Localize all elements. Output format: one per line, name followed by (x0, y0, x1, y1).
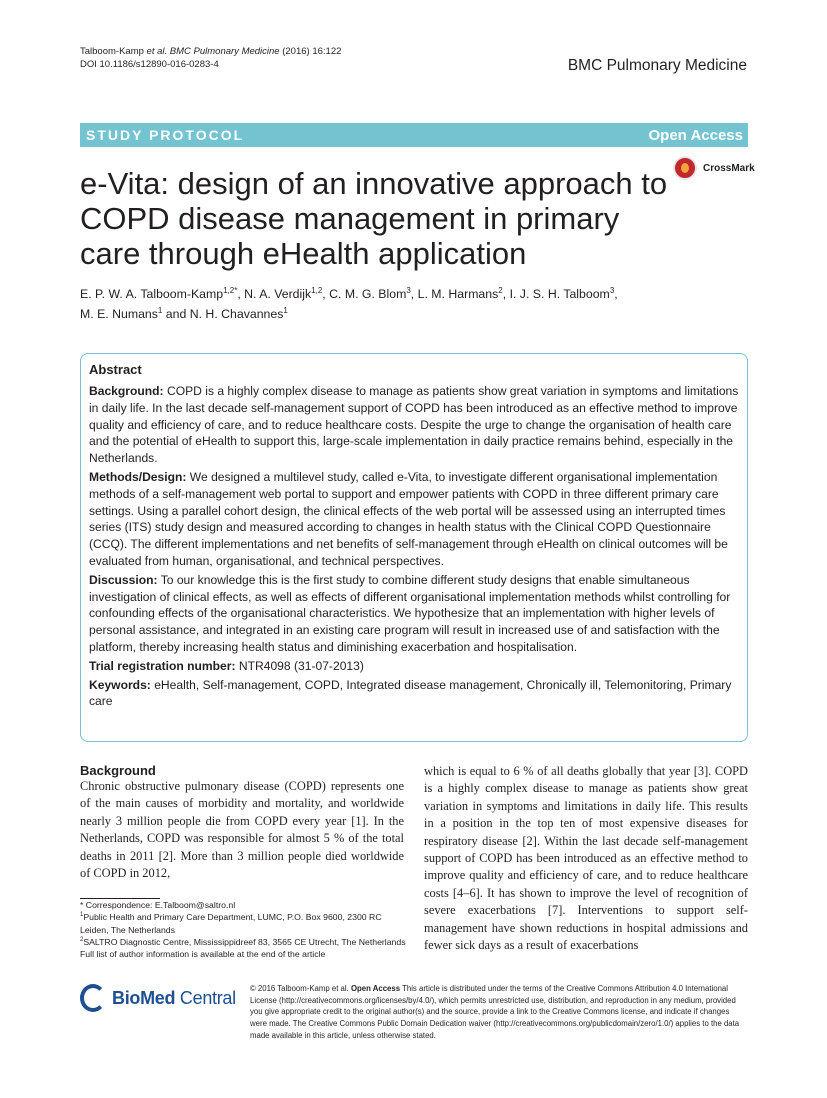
background-heading: Background (80, 763, 156, 778)
author-affiliation-marker: 3 (609, 285, 615, 295)
section-label: Discussion: (89, 572, 158, 587)
author-affiliation-marker: 1,2 (311, 285, 323, 295)
abstract-trial-registration (89, 658, 741, 675)
license-text: This article is distributed under the terms of the Creative Commons Attribution 4.0 International License (http://creativecommons.org/licenses/by/4.0/), which permits unrestricted use, distribution, and reproduction in any medium, provided you give appropriate credit to the original author(s) and the source, provide a link to the Creative Commons license, and indicate if changes were made. The Creative Commons Public Domain Dedication waiver (http://creativecommons.org/publicdomain/zero/1.0/) applies to the data made available in this article, unless otherwise stated. (250, 984, 740, 1040)
section-text: NTR4098 (31-07-2013) (235, 658, 364, 673)
author-name: E. P. W. A. Talboom-Kamp (80, 287, 224, 301)
author-name: N. A. Verdijk (244, 287, 312, 301)
abstract-background (89, 383, 741, 467)
footnotes (80, 899, 410, 960)
section-text: COPD is a highly complex disease to manage as patients show great variation in symptoms and limitations in daily life. In the last decade self-management support of COPD has been introduced as an effective method to improve quality and efficiency of care, and to reduce healthcare costs. Despite the urge to change the organisation of health care and the potential of eHealth to support this, large-scale implementation in daily practice remains behind, especially in the Netherlands. (89, 384, 739, 466)
citation-volume: (2016) 16:122 (279, 46, 342, 57)
journal-name: BMC Pulmonary Medicine (567, 57, 747, 74)
article-type-label: STUDY PROTOCOL (86, 127, 245, 143)
citation-journal: et al. BMC Pulmonary Medicine (146, 46, 280, 57)
author-name: M. E. Numans (80, 307, 158, 321)
affiliation-text: SALTRO Diagnostic Centre, Mississippidreef 83, 3565 CE Utrecht, The Netherlands (83, 936, 406, 947)
license-statement (250, 983, 748, 1042)
body-column-left (80, 763, 404, 882)
crossmark-badge[interactable] (673, 156, 753, 184)
citation-authors: Talboom-Kamp (80, 46, 147, 57)
copyright-text: © 2016 Talboom-Kamp et al. (250, 984, 351, 993)
publisher-logo-text (112, 988, 236, 1009)
author-list: E. P. W. A. Talboom-Kamp$^{1,2*}$, N. A. Verdijk$^{1,2}$, C. M. G. Blom$^3$, L. M. Harmans$^2$, I. J. S. H. Talboom$^3$, M. E. Numans$^1$ and N. H. Chavannes$^1$ (80, 285, 618, 321)
affiliation-marker: 2 (80, 937, 84, 943)
biomed-ring-icon (80, 984, 106, 1012)
crossmark-label: CrossMark (703, 163, 755, 174)
body-paragraph: which is equal to 6 % of all deaths globally that year [3]. COPD is a highly complex disease to manage as patients show great variation in symptoms and limitations in daily life. This results in a position in the top ten of most expensive diseases for respiratory disease [2]. Within the last decade self-management support of COPD has been introduced as an effective method to improve quality and efficiency of care, and to reduce healthcare costs [4–6]. It has shown to improve the level of recognition of severe exacerbations [7]. Interventions to support self-management have shown reductions in hospital admissions and fewer sick days as a result of exacerbations (424, 764, 748, 953)
author-conjunction: and (162, 307, 190, 321)
citation (80, 45, 341, 58)
author-name: N. H. Chavannes (189, 307, 284, 321)
abstract-discussion (89, 572, 741, 656)
abstract-body (89, 383, 741, 712)
author-info-note: Full list of author information is available at the end of the article (80, 949, 326, 960)
abstract-keywords (89, 677, 741, 711)
author-name: C. M. G. Blom (329, 287, 407, 301)
logo-bold: BioMed (112, 988, 176, 1008)
article-title: e-Vita: design of an innovative approach to COPD disease management in primary care through eHealth application (80, 166, 668, 271)
open-access-label: Open Access (648, 127, 743, 144)
section-text: To our knowledge this is the first study to combine different study designs that enable simultaneous investigation of clinical effects, as well as effects of different organisational implementation methods whilst controlling for confounding effects of the organisational characteristics. We hypothesize that an implementation with higher levels of personal assistance, and integrated in an existing care program will result in increased use of and satisfaction with the platform, thereby increasing health status and diminishing exacerbation and hospitalisation. (89, 572, 731, 654)
section-text: eHealth, Self-management, COPD, Integrated disease management, Chronically ill, Telemonitoring, Primary care (89, 677, 732, 709)
author-affiliation-marker: 2 (498, 285, 503, 295)
logo-light: Central (175, 988, 236, 1008)
author-name: I. J. S. H. Talboom (509, 287, 610, 301)
author-affiliation-marker: 1 (283, 305, 288, 315)
body-paragraph: Chronic obstructive pulmonary disease (COPD) represents one of the main causes of morbidity and mortality, and worldwide nearly 3 million people die from COPD every year [1]. In the Netherlands, COPD was responsible for almost 5 % of the total deaths in 2011 [2]. More than 3 million people died worldwide of COPD in 2012, (80, 779, 404, 881)
abstract-methods (89, 469, 741, 570)
affiliation-1 (80, 911, 410, 936)
section-label: Background: (89, 384, 164, 398)
affiliation-text: Public Health and Primary Care Department, LUMC, P.O. Box 9600, 2300 RC Leiden, The Netherlands (80, 912, 382, 935)
doi: DOI 10.1186/s12890-016-0283-4 (80, 59, 219, 70)
article-type-banner (80, 123, 748, 147)
section-label: Trial registration number: (89, 658, 236, 673)
author-affiliation-marker: 1,2* (223, 285, 238, 295)
author-affiliation-marker: 3 (406, 285, 411, 295)
author-affiliation-marker: 1 (157, 305, 163, 315)
publisher-logo (80, 984, 240, 1016)
open-access-bold: Open Access (350, 984, 401, 993)
section-text: We designed a multilevel study, called e-Vita, to investigate different organisational implementation methods of a self-management web portal to support and empower patients with COPD in three different primary care settings. Using a parallel cohort design, the clinical effects of the web portal will be assessed using an interrupted times series (ITS) study design and measured according to changes in health status with the Clinical COPD Questionnaire (CCQ). The different implementations and net benefits of self-management through eHealth on clinical outcomes will be evaluated from human, organisational, and technical perspectives. (89, 469, 728, 568)
affiliation-2 (80, 936, 410, 948)
section-label: Keywords: (89, 677, 151, 692)
running-header (80, 45, 341, 71)
section-label: Methods/Design: (89, 469, 187, 484)
affiliation-marker: 1 (80, 912, 84, 919)
author-name: L. M. Harmans (417, 287, 499, 301)
abstract-box (80, 353, 748, 742)
abstract-heading: Abstract (89, 362, 142, 377)
body-column-right (424, 763, 748, 954)
correspondence-note: * Correspondence: E.Talboom@saltro.nl (80, 900, 236, 910)
